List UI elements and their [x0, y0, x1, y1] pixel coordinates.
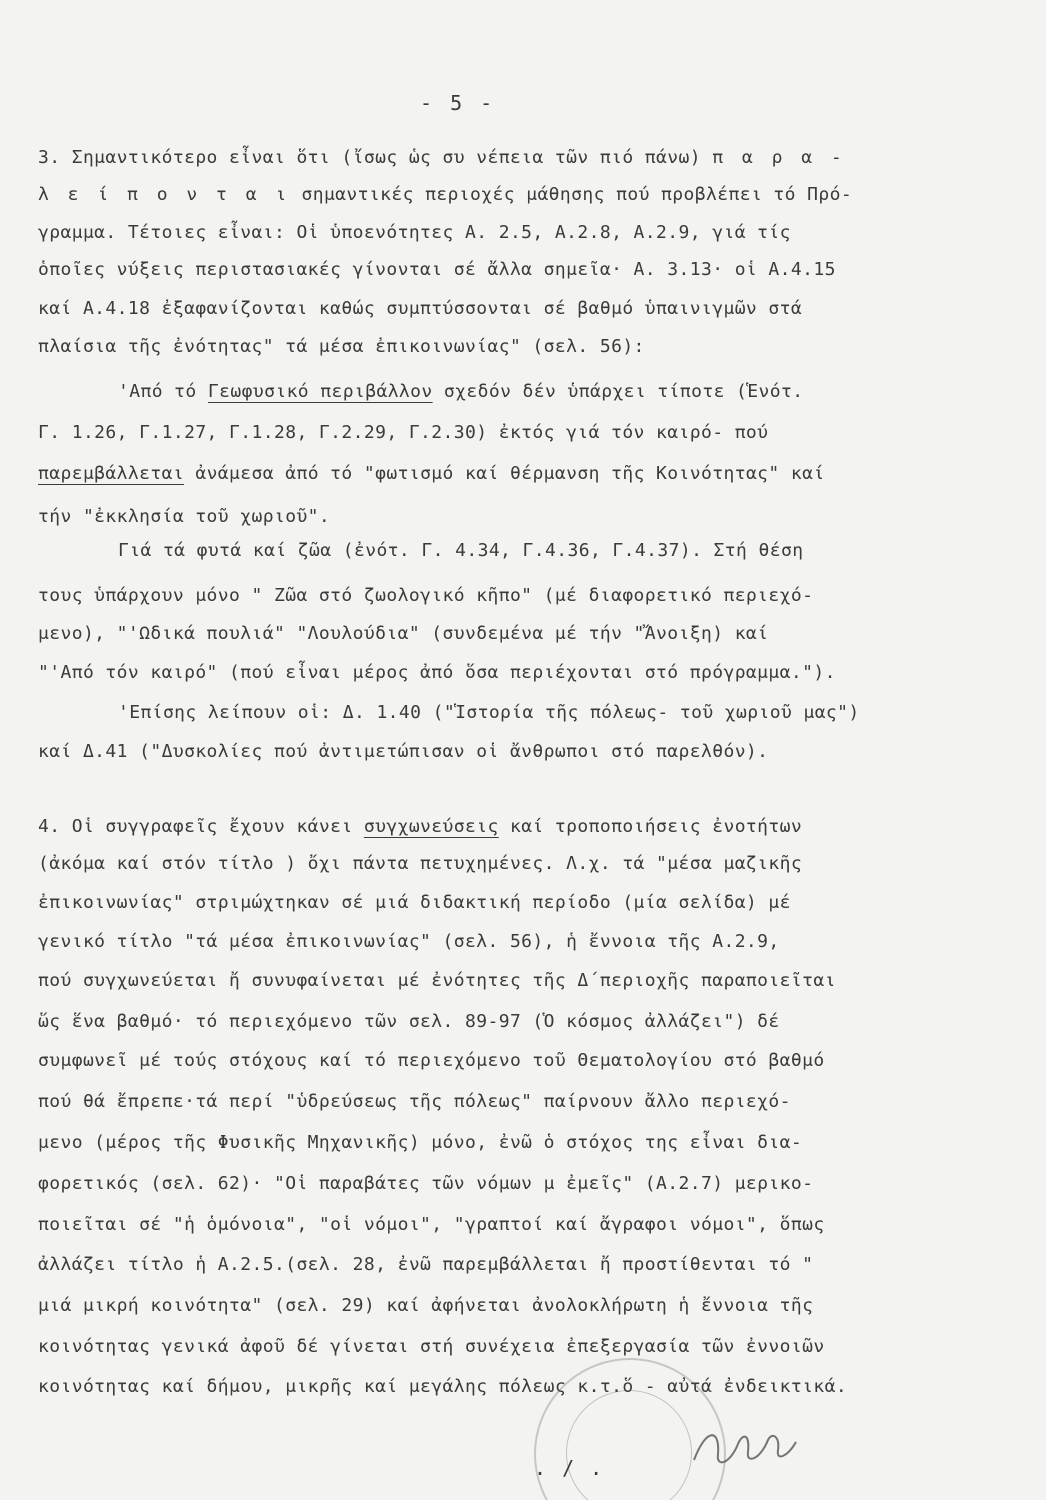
- section3-line-14: "'Από τόν καιρό" (πού εἶναι μέρος ἀπό ὅσα περιέχονται στό πρόγραμμα.").: [38, 662, 836, 683]
- section4-line-8: πού θά ἔπρεπε·τά περί "ὑδρεύσεως τῆς πόλεως" παίρνουν ἄλλο περιεχό-: [38, 1091, 791, 1112]
- underlined-phrase: Γεωφυσικό περιβάλλον: [207, 381, 433, 402]
- page-number: - 5 -: [420, 91, 496, 115]
- section3-line-1: [38, 146, 846, 170]
- section4-line-9: μενο (μέρος τῆς Φυσικῆς Μηχανικῆς) μόνο, ἐνῶ ὁ στόχος της εἶναι δια-: [38, 1132, 803, 1153]
- section4-line-15: κοινότητας καί δήμου, μικρῆς καί μεγάλης πόλεως κ.τ.ὅ - αὐτά ἐνδεικτικά.: [38, 1376, 848, 1397]
- section3-line-11: Γιά τά φυτά καί ζῶα (ἐνότ. Γ. 4.34, Γ.4.36, Γ.4.37). Στή θέση: [118, 540, 804, 561]
- section4-line-6: ὥς ἕνα βαθμό· τό περιεχόμενο τῶν σελ. 89-97 (Ὁ κόσμος ἀλλάζει") δέ: [38, 1011, 780, 1032]
- section4-line-3: ἐπικοινωνίας" στριμώχτηκαν σέ μιά διδακτική περίοδο (μία σελίδα) μέ: [38, 892, 791, 913]
- section3-line-7-a: 'Από τό: [118, 381, 208, 402]
- underlined-word-2: συγχωνεύσεις: [363, 816, 499, 837]
- section4-line-7: συμφωνεῖ μέ τούς στόχους καί τό περιεχόμενο τοῦ Θεματολογίου στό βαθμό: [38, 1050, 825, 1071]
- section3-line-6: πλαίσια τῆς ἐνότητας" τά μέσα ἐπικοινωνίας" (σελ. 56):: [38, 336, 645, 357]
- section3-line-2-text: σημαντικές περιοχές μάθησης πού προβλέπει τό Πρό-: [290, 184, 853, 205]
- section4-line-14: κοινότητας γενικά ἀφοῦ δέ γίνεται στή συνέχεια ἐπεξεργασία τῶν ἐννοιῶν: [38, 1336, 825, 1357]
- section3-line-2: [38, 183, 852, 207]
- section3-spaced-word: π α ρ α -: [712, 147, 846, 168]
- section4-line-11: ποιεῖται σέ "ἡ ὁμόνοια", "οἱ νόμοι", "γραπτοί καί ἄγραφοι νόμοι", ὅπως: [38, 1214, 825, 1235]
- section4-line-1-c: καί τροποποιήσεις ἐνοτήτων: [498, 816, 803, 837]
- section3-line-8: Γ. 1.26, Γ.1.27, Γ.1.28, Γ.2.29, Γ.2.30) ἐκτός γιά τόν καιρό- πού: [38, 422, 769, 443]
- section3-line-1-text: 3. Σημαντικότερο εἶναι ὅτι (ἴσως ὡς συ νέπεια τῶν πιό πάνω): [38, 147, 713, 168]
- section3-line-7: [118, 380, 803, 404]
- section3-line-3: γραμμα. Τέτοιες εἶναι: Οἱ ὑποενότητες Α. 2.5, Α.2.8, Α.2.9, γιά τίς: [38, 222, 791, 243]
- section4-line-1: [38, 815, 802, 839]
- section3-line-7-c: σχεδόν δέν ὑπάρχει τίποτε (Ἑνότ.: [432, 381, 804, 402]
- section4-line-5: πού συγχωνεύεται ἤ συνυφαίνεται μέ ἐνότητες τῆς Δ΄περιοχῆς παραποιεῖται: [38, 970, 836, 991]
- signature-icon: [690, 1420, 800, 1480]
- section3-line-9: [38, 462, 825, 486]
- section4-line-1-a: 4. Οἱ συγγραφεῖς ἔχουν κάνει: [38, 816, 364, 837]
- section3-spaced-word-2: λ ε ί π ο ν τ α ι: [38, 184, 291, 205]
- section4-line-12: ἀλλάζει τίτλο ἡ Α.2.5.(σελ. 28, ἐνῶ παρεμβάλλεται ἤ προστίθενται τό ": [38, 1254, 814, 1275]
- section4-line-4: γενικό τίτλο "τά μέσα ἐπικοινωνίας" (σελ. 56), ἡ ἔννοια τῆς Α.2.9,: [38, 931, 780, 952]
- section3-line-12: τους ὑπάρχουν μόνο " Ζῶα στό ζωολογικό κῆπο" (μέ διαφορετικό περιεχό-: [38, 585, 814, 606]
- section3-line-5: καί Α.4.18 ἐξαφανίζονται καθώς συμπτύσσονται σέ βαθμό ὑπαινιγμῶν στά: [38, 298, 803, 319]
- section3-line-15: 'Επίσης λείπουν οἱ: Δ. 1.40 ("Ἱστορία τῆς πόλεως- τοῦ χωριοῦ μας"): [118, 702, 860, 723]
- section3-line-13: μενο), "'Ωδικά πουλιά" "Λουλούδια" (συνδεμένα μέ τήν "Ἄνοιξη) καί: [38, 623, 769, 644]
- section3-line-10: τήν "ἐκκλησία τοῦ χωριοῦ".: [38, 506, 331, 527]
- section4-line-2: (ἀκόμα καί στόν τίτλο ) ὄχι πάντα πετυχημένες. Λ.χ. τά "μέσα μαζικῆς: [38, 853, 803, 874]
- section4-line-10: φορετικός (σελ. 62)· "Οἱ παραβάτες τῶν νόμων μ ἐμεῖς" (Α.2.7) μερικο-: [38, 1173, 814, 1194]
- section3-line-16: καί Δ.41 ("Δυσκολίες πού ἀντιμετώπισαν οἱ ἄνθρωποι στό παρελθόν).: [38, 741, 769, 762]
- underlined-word: παρεμβάλλεται: [38, 463, 185, 484]
- section3-line-4: ὁποῖες νύξεις περιστασιακές γίνονται σέ ἄλλα σημεῖα· Α. 3.13· οἱ Α.4.15: [38, 259, 836, 280]
- section4-line-13: μιά μικρή κοινότητα" (σελ. 29) καί ἀφήνεται ἀνολοκλήρωτη ἡ ἔννοια τῆς: [38, 1295, 814, 1316]
- section3-line-9-b: ἀνάμεσα ἀπό τό "φωτισμό καί θέρμανση τῆς Κοινότητας" καί: [184, 463, 825, 484]
- closing-mark: . / .: [534, 1456, 605, 1480]
